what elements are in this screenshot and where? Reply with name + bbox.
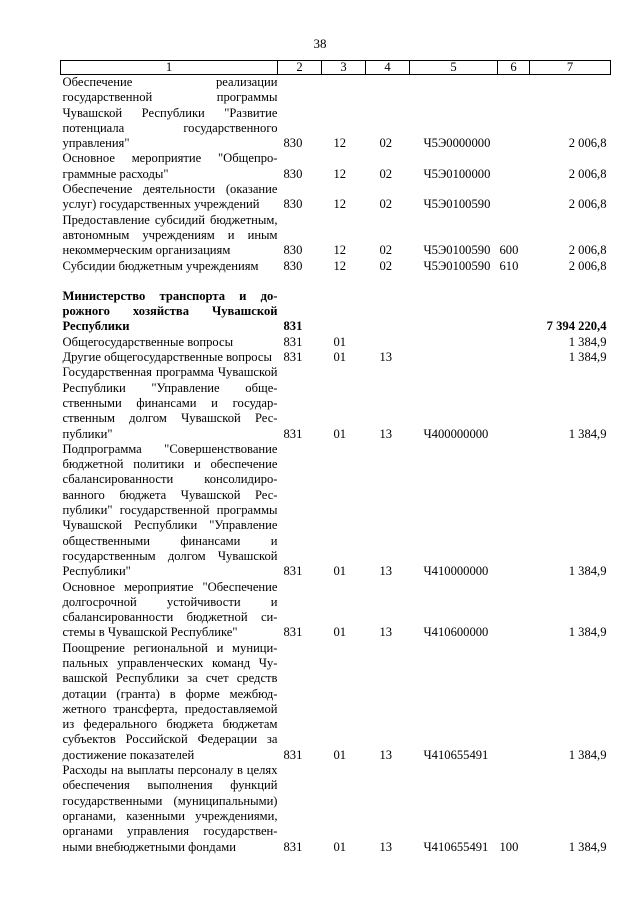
row-name: Основное мероприятие "Общепрограммные расходы"	[62, 151, 278, 181]
target-article-code: Ч5Э0000000	[423, 136, 491, 151]
amount: 2 006,8	[568, 243, 607, 258]
expense-type-code	[498, 580, 530, 641]
expense-type-code: 610	[499, 258, 519, 273]
table-row	[61, 763, 611, 855]
target-article-code	[410, 289, 498, 335]
section-code: 01	[333, 564, 347, 579]
row-name: Общегосударственные вопросы	[62, 334, 234, 349]
ministry-code: 831	[283, 350, 303, 365]
section-code: 12	[333, 136, 347, 151]
subsection-code: 02	[379, 243, 393, 258]
section-code: 12	[333, 243, 347, 258]
subsection-code	[366, 335, 410, 350]
column-header-6: 6	[498, 61, 530, 75]
subsection-code: 13	[379, 747, 393, 762]
subsection-code	[366, 289, 410, 335]
section-code: 01	[333, 625, 347, 640]
section-code: 01	[333, 747, 347, 762]
amount: 1 384,9	[568, 350, 607, 365]
row-name: Другие общегосударственные вопросы	[62, 350, 272, 365]
expense-type-code	[498, 289, 530, 335]
subsection-code: 13	[379, 625, 393, 640]
target-article-code: Ч5Э0100000	[423, 166, 491, 181]
section-code: 12	[333, 166, 347, 181]
target-article-code: Ч410655491	[423, 747, 489, 762]
subsection-code: 02	[379, 197, 393, 212]
column-header-5: 5	[410, 61, 498, 75]
row-name: Поощрение региональной и муниципальных управленческих команд Чувашской Республики за счет средств дотации (гранта) в форме межбюджетного трансферта, предоставляемой из федерального бюджета бюджетам субъектов Российской Федерации за достижение показателей	[62, 640, 278, 762]
section-code: 01	[333, 350, 347, 365]
target-article-code: Ч400000000	[423, 426, 489, 441]
amount: 1 384,9	[568, 334, 607, 349]
page-number: 38	[313, 36, 327, 51]
column-header-2: 2	[278, 61, 322, 75]
ministry-code: 830	[283, 166, 303, 181]
budget-table	[60, 60, 611, 855]
expense-type-code: 600	[499, 243, 519, 258]
table-row	[61, 365, 611, 441]
amount: 1 384,9	[568, 426, 607, 441]
subsection-code: 13	[379, 426, 393, 441]
table-row	[61, 335, 611, 350]
table-row-ministry	[61, 289, 611, 335]
amount: 2 006,8	[568, 258, 607, 273]
subsection-code: 13	[379, 839, 393, 854]
amount: 1 384,9	[568, 747, 607, 762]
table-header-row	[61, 61, 611, 75]
table-row	[61, 213, 611, 259]
target-article-code: Ч410655491	[423, 839, 489, 854]
section-code: 01	[333, 426, 347, 441]
expense-type-code	[498, 182, 530, 213]
table-row	[61, 259, 611, 274]
target-article-code: Ч410000000	[423, 564, 489, 579]
ministry-code: 830	[283, 136, 303, 151]
ministry-code: 831	[283, 564, 303, 579]
subsection-code: 13	[379, 564, 393, 579]
table-row	[61, 75, 611, 152]
expense-type-code	[498, 442, 530, 580]
section-code: 01	[333, 334, 347, 349]
column-header-3: 3	[322, 61, 366, 75]
ministry-code: 830	[283, 243, 303, 258]
row-name: Государственная программа Чувашской Республики "Управление общественными финансами и государственным долгом Чувашской Республики"	[62, 365, 278, 441]
subsection-code: 02	[379, 258, 393, 273]
spacer-row	[61, 274, 611, 289]
section-code: 12	[333, 258, 347, 273]
section-code: 12	[333, 197, 347, 212]
ministry-code: 831	[283, 839, 303, 854]
row-name: Расходы на выплаты персоналу в целях обеспечения выполнения функций государственными (муниципальными) органами, казенными учреждениями, органами управления государственными внебюджетными фондами	[62, 763, 278, 854]
amount: 2 006,8	[568, 197, 607, 212]
column-header-1: 1	[61, 61, 278, 75]
spacer-cell	[61, 274, 611, 289]
expense-type-code	[498, 335, 530, 350]
table-row	[61, 580, 611, 641]
expense-type-code	[498, 350, 530, 365]
expense-type-code	[498, 75, 530, 152]
expense-type-code	[498, 641, 530, 763]
table-row	[61, 641, 611, 763]
table-row	[61, 350, 611, 365]
ministry-code: 831	[283, 747, 303, 762]
expense-type-code	[498, 365, 530, 441]
section-code: 01	[333, 839, 347, 854]
target-article-code: Ч5Э0100590	[423, 258, 491, 273]
amount: 7 394 220,4	[546, 319, 607, 334]
amount: 1 384,9	[568, 839, 607, 854]
row-name: Предоставление субсидий бюджетным, автономным учреждениям и иным некоммерческим организациям	[62, 212, 278, 258]
row-name: Подпрограмма "Совершенствование бюджетной политики и обеспечение сбалансированности консолидированного бюджета Чувашской Республики" государственной программы Чувашской Республики "Управление общественными финансами и государственным долгом Чувашской Республики"	[62, 441, 278, 579]
target-article-code: Ч5Э0100590	[423, 197, 491, 212]
expense-type-code: 100	[499, 839, 519, 854]
amount: 2 006,8	[568, 136, 607, 151]
subsection-code: 02	[379, 136, 393, 151]
column-header-7: 7	[530, 61, 611, 75]
target-article-code	[410, 350, 498, 365]
subsection-code: 02	[379, 166, 393, 181]
target-article-code: Ч410600000	[423, 625, 489, 640]
amount: 1 384,9	[568, 564, 607, 579]
amount: 1 384,9	[568, 625, 607, 640]
amount: 2 006,8	[568, 166, 607, 181]
ministry-code: 831	[283, 319, 303, 334]
ministry-code: 831	[283, 625, 303, 640]
row-name: Основное мероприятие "Обеспечение долгосрочной устойчивости и сбалансированности бюджетной системы в Чувашской Республике"	[62, 579, 278, 640]
expense-type-code	[498, 151, 530, 182]
ministry-code: 830	[283, 258, 303, 273]
subsection-code: 13	[379, 350, 393, 365]
ministry-code: 830	[283, 197, 303, 212]
table-row	[61, 182, 611, 213]
row-name: Министерство транспорта и дорожного хозяйства Чувашской Республики	[62, 288, 278, 334]
ministry-code: 831	[283, 334, 303, 349]
section-code	[322, 289, 366, 335]
row-name: Субсидии бюджетным учреждениям	[62, 258, 259, 273]
table-row	[61, 442, 611, 580]
ministry-code: 831	[283, 426, 303, 441]
target-article-code	[410, 335, 498, 350]
target-article-code: Ч5Э0100590	[423, 243, 491, 258]
table-row	[61, 151, 611, 182]
row-name: Обеспечение деятельности (оказание услуг) государственных учреждений	[62, 182, 278, 212]
column-header-4: 4	[366, 61, 410, 75]
row-name: Обеспечение реализации государственной программы Чувашской Республики "Развитие потенциала государственного управления"	[62, 75, 278, 151]
